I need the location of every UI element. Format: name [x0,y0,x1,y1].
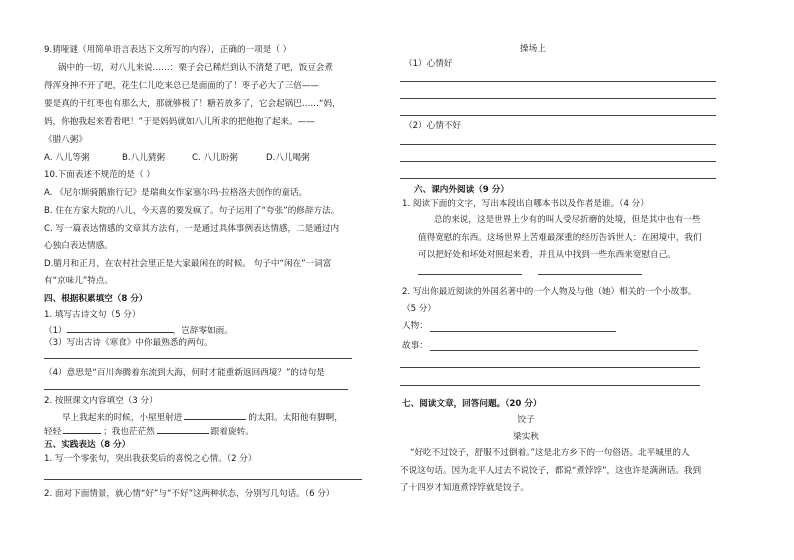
q9-passage-line-4: 妈，你抱我起来看看吧！”于是妈妈就如八儿所求的把他抱了起来。—— [44,117,315,127]
article-line-3: 了十四岁才知道煮饽饽就是饺子。 [400,483,529,493]
s4-q2-text-b: 的太阳。太阳他有脚啊， [248,413,343,423]
q10-option-a: A. 《尼尔斯骑鹅旅行记》是瑞典女作家塞尔玛·拉格洛夫创作的童话。 [44,188,308,198]
s4-q2-blank-1[interactable] [184,410,246,420]
s6-q2-story-line-1[interactable] [430,350,698,351]
mood-good-label: （1）心情好 [404,59,453,69]
q9-option-c: C. 八儿盼粥 [192,153,238,163]
s4-q2-text-e: 跟着旋转。 [210,427,254,437]
q10-option-b: B. 住在方家大院的八儿，今天喜的要发疯了。句子运用了“夸张”的修辞方法。 [44,206,340,216]
mood-bad-label: （2）心情不好 [404,121,462,131]
s5-q1: 1. 写一个零张句，突出我获奖后的喜悦之心情。（2 分） [44,454,257,464]
s4-q1-1-suffix: ，岂辞零如雨。 [172,326,233,336]
s4-q2-text-c: 轻轻 [44,427,62,437]
q10-option-d-line-2: 有“京味儿”特点。 [44,276,114,286]
s4-q2-title: 2. 按照课文内容填空（3 分） [44,396,158,406]
q10-option-c-line-2: 心独白表达情感。 [44,241,113,251]
q10-option-c-line-1: C. 写一篇表达情感的文章其方法有，一是通过具体事例表达情感，二是通过内 [44,224,340,234]
mood-good-line-1[interactable] [400,81,716,82]
s6-q2-score: （5 分） [402,304,436,314]
article-line-2: 不说这句话。因为北平人过去不说饺子，都说“煮饽饽”，这也许是满洲话。我到 [400,466,702,476]
s6-passage-line-2: 值得宽慰的东西。这场世界上苦难最深重的经历告诉世人：在困境中，我们 [418,233,702,243]
s4-q2-blank-2[interactable] [63,424,101,434]
s6-q1: 1. 阅读下面的文字，写出本段出自哪本书以及作者是谁。（4 分） [402,199,649,209]
s4-q1-3: （3）写出古诗《寒食》中你最熟悉的两句。 [44,338,213,348]
s6-q2-story-line-3[interactable] [400,385,700,386]
s4-q1-4: （4）意思是“百川奔腾着东流到大海，何时才能重新返回西境？”的诗句是 [44,368,325,378]
q9-option-b: B.八儿猜粥 [122,153,166,163]
q9-stem: 9.猜哑谜（用简单语言表达下文所写的内容），正确的一项是（ ） [44,45,292,55]
scene-title: 操场上 [520,44,546,54]
mood-good-line-3[interactable] [400,115,716,116]
s6-passage-line-1: 总的来说，这是世界上少有的叫人受尽折磨的处境，但是其中也有一些 [434,215,701,225]
section-5-heading: 五、实践表达（8 分） [44,440,131,450]
s4-q1-title: 1. 填写古诗文句（5 分） [44,310,141,320]
q10-stem: 10.下面表述不规范的是（ ） [44,170,155,180]
s4-q2-text-a: 早上我起来的时候，小屋里射进 [62,413,183,423]
s6-q2-person-label: 人物： [402,321,428,331]
s4-q2-blank-3[interactable] [157,424,209,434]
q9-option-a: A. 八儿等粥 [44,153,90,163]
s4-q2-text-d: ；我也茫茫然 [103,427,155,437]
s4-q2-line-1 [62,410,343,424]
section-4-heading: 四、根据积累填空（8 分） [44,294,148,304]
mood-bad-line-2[interactable] [400,161,716,162]
s4-q1-1-prefix: （1） [44,326,67,336]
mood-good-line-2[interactable] [400,98,716,99]
s4-q1-4-answer-line[interactable] [44,389,348,390]
s6-q2: 2. 写出你最近阅读的外国名著中的一个人物及与他（她）相关的一个小故事。 [402,287,697,297]
s5-q1-answer-line[interactable] [44,479,362,480]
s6-q1-author-blank[interactable] [538,274,642,275]
s6-q2-story-label: 故事： [402,341,428,351]
s6-passage-line-3: 可以把好处和坏处对照起来看，并且从中找到一些东西来宽慰自己。 [418,250,676,260]
mood-bad-line-3[interactable] [400,178,716,179]
q9-passage-line-1: 锅中的一切，对八儿来说……：栗子会已稀烂到认不清楚了吧，饭豆会煮 [58,63,334,73]
s4-q1-1 [44,323,233,337]
s4-q2-line-2 [44,424,254,438]
q10-option-d-line-1: D.腊月和正月，在农村社会里正是大家最闲在的时候。 句子中“闲在”一词富 [44,259,332,269]
section-6-heading: 六、课内外阅读（9 分） [414,185,509,195]
article-author: 梁实秋 [513,432,539,442]
section-7-heading: 七、阅读文章，回答问题。（20 分） [402,399,542,409]
q9-option-d: D.八儿喝粥 [266,153,310,163]
q9-passage-line-3: 要是真的干红枣也有那么大，那就够极了！糖若放多了，它会起锅巴……“妈， [44,99,341,109]
s6-q2-story-line-2[interactable] [400,367,700,368]
q9-source: 《腊八粥》 [44,135,87,145]
article-line-1: “好吃不过饺子，舒服不过倒着。”这是北方乡下的一句俗语。北平城里的人 [410,448,690,458]
s6-q2-person-blank[interactable] [430,331,616,332]
article-title: 饺子 [517,415,535,425]
s5-q2: 2. 面对下面情景，就心情“好”与“不好”这两种状态，分别写几句话。（6 分） [44,489,335,499]
s4-q1-3-answer-line[interactable] [44,358,352,359]
s6-q1-book-blank[interactable] [418,274,522,275]
s4-q1-1-answer-blank[interactable] [67,323,173,333]
mood-bad-line-1[interactable] [400,144,716,145]
q9-passage-line-2: 得浑身抻不开了吧，花生仁儿吃来总已是面面的了！枣子必大了三倍—— [44,81,320,91]
